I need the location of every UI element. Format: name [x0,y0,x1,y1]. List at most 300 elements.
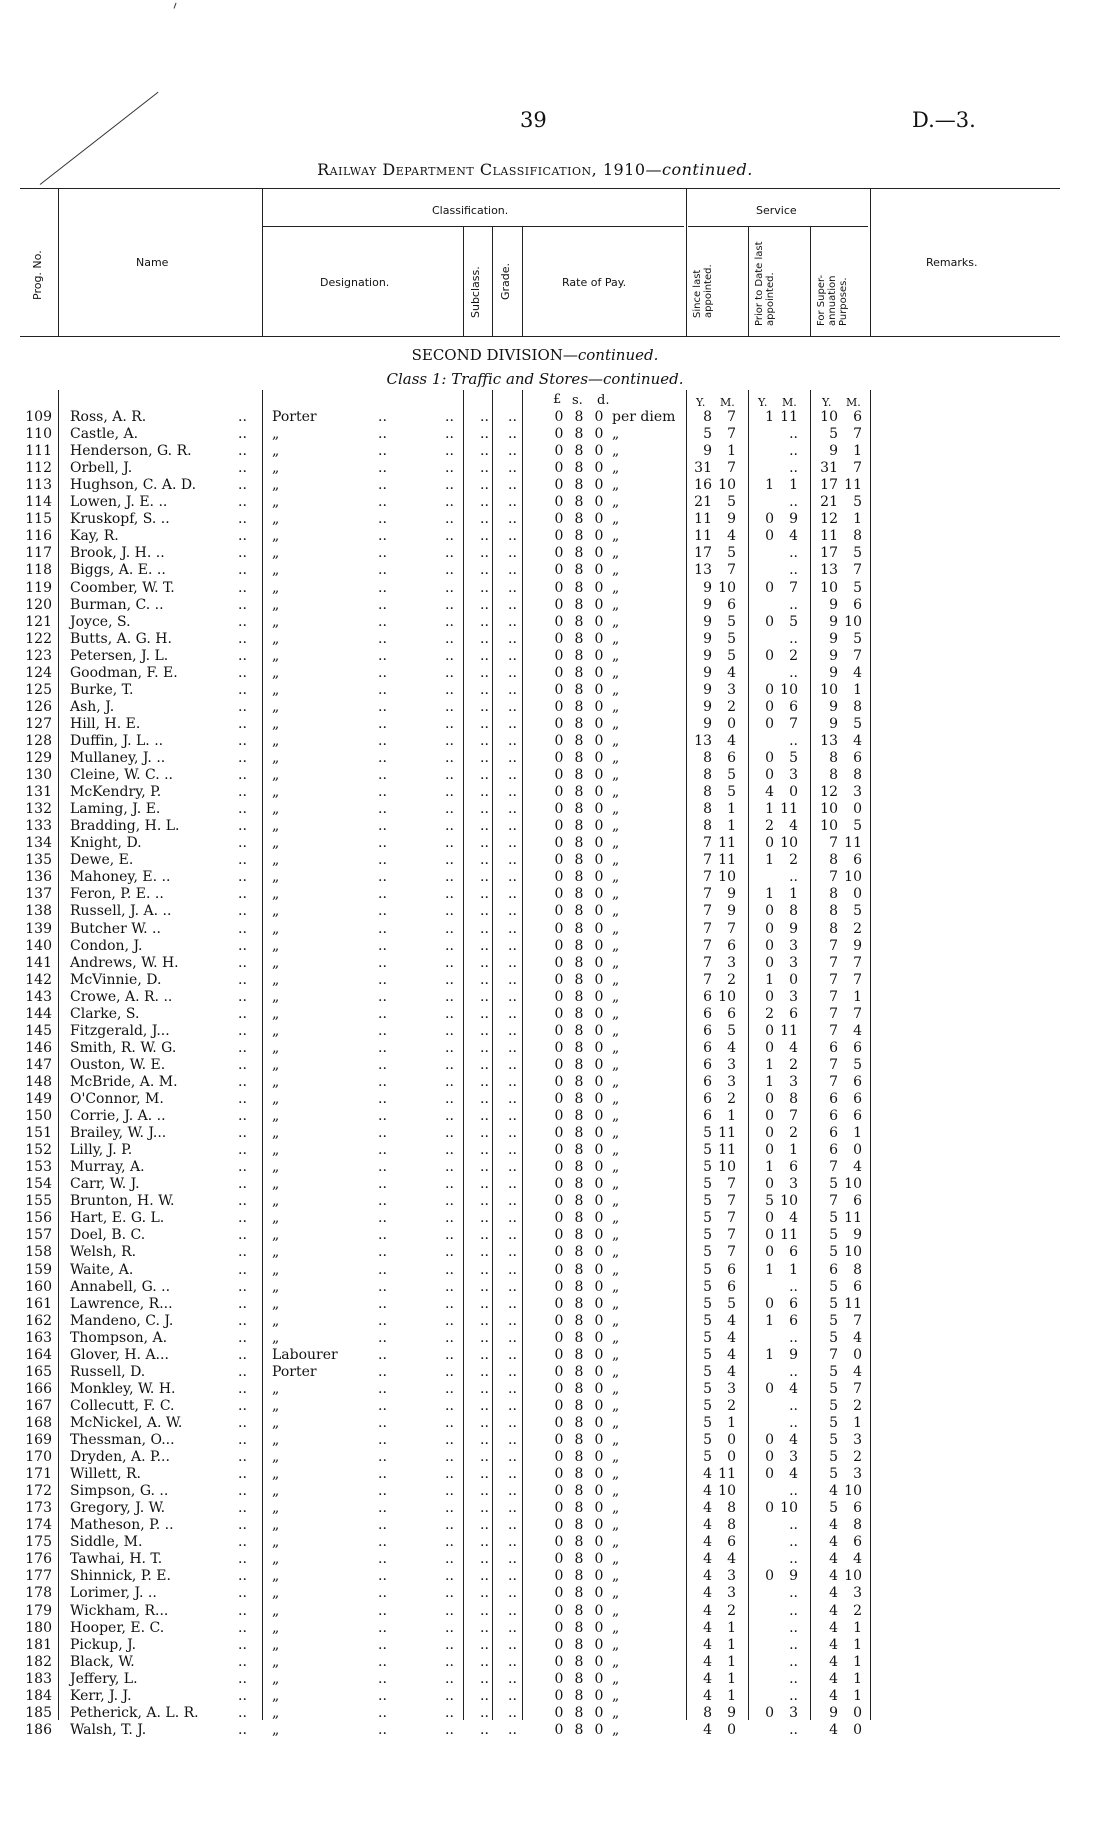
since-months: 2 [727,1091,736,1107]
subclass-dots: .. [445,1670,454,1687]
prior-months: 1 [789,1142,798,1159]
super-months: 1 [853,1414,862,1431]
since-months: 5 [727,545,736,562]
pay-shillings: 8 [574,1449,584,1466]
designation: „ [272,681,280,698]
table-row [0,631,1114,648]
subclass-dots: .. [445,1380,454,1397]
super-years: 5 [829,1449,838,1466]
pay-period: „ [612,477,620,494]
since-months: 11 [718,835,736,852]
pay-pounds: 0 [554,818,564,835]
super-years: 7 [829,954,838,971]
grade-dots: .. [480,1142,489,1159]
super-months: 7 [853,647,862,664]
leader-dots: .. [378,1091,387,1107]
since-months: 4 [727,1346,736,1363]
since-months: 1 [727,1636,736,1653]
since-months: 4 [727,1312,736,1329]
designation: „ [272,460,280,477]
pay-shillings: 8 [574,1142,584,1159]
prior-months: 5 [789,613,798,630]
prior-months: 7 [789,715,798,732]
prog-no: 113 [25,477,52,494]
super-years: 11 [820,528,838,545]
grade-dots: .. [480,1704,489,1721]
prior-months: .. [789,1585,798,1602]
leader-dots: .. [378,664,387,681]
prior-months: 1 [789,477,798,494]
header-divider [686,188,687,336]
leader-dots: .. [238,477,247,494]
leader-dots: .. [378,1142,387,1159]
table-row [0,1313,1114,1330]
since-months: 5 [727,1295,736,1312]
subclass-dots: .. [445,1500,454,1517]
leader-dots: .. [238,647,247,664]
since-months: 5 [727,613,736,630]
since-years: 8 [703,801,712,818]
unit-years-super: Y. [822,396,832,409]
leader-dots: .. [378,1261,387,1278]
header-for-super [816,236,849,326]
pay-pounds: 0 [554,1466,564,1483]
leader-dots: .. [238,1551,247,1568]
grade-dots: .. [480,1159,489,1176]
prog-no: 177 [25,1568,52,1585]
since-years: 6 [703,1022,712,1039]
since-years: 6 [703,1005,712,1022]
prog-no: 160 [25,1278,52,1295]
pay-period: „ [612,715,620,732]
pay-pence: 0 [594,1142,604,1159]
leader-dots: .. [378,1176,387,1193]
since-years: 5 [703,1125,712,1142]
grade-dots: .. [480,630,489,647]
super-months: 5 [853,903,862,920]
prior-years: 1 [765,1073,774,1090]
designation: „ [272,732,280,749]
grade-dots: .. [480,1295,489,1312]
pay-shillings: 8 [574,1039,584,1056]
pay-period: „ [612,1005,620,1022]
division-title [0,346,1070,364]
grade-dots: .. [508,1602,517,1619]
prior-months: .. [789,732,798,749]
since-years: 4 [703,1721,712,1738]
super-years: 12 [820,511,838,528]
subclass-dots: .. [445,1397,454,1414]
leader-dots: .. [238,1193,247,1210]
pay-pence: 0 [594,715,604,732]
grade-dots: .. [508,954,517,971]
pay-pounds: 0 [554,1142,564,1159]
since-months: 7 [727,1176,736,1193]
prior-months: 8 [789,903,798,920]
pay-pence: 0 [594,1687,604,1704]
since-years: 17 [694,545,712,562]
designation: Labourer [272,1346,338,1363]
since-months: 4 [727,528,736,545]
super-years: 5 [829,1176,838,1193]
prior-months: .. [789,1551,798,1568]
pay-pounds: 0 [554,1056,564,1073]
pay-period: „ [612,903,620,920]
pay-shillings: 8 [574,1653,584,1670]
grade-dots: .. [480,426,489,443]
subclass-dots: .. [445,801,454,818]
grade-dots: .. [480,818,489,835]
super-years: 4 [829,1619,838,1636]
prog-no: 136 [25,869,52,886]
designation: „ [272,613,280,630]
name: Russell, D. [70,1363,146,1380]
pay-pounds: 0 [554,630,564,647]
super-months: 10 [844,1568,862,1585]
leader-dots: .. [378,1414,387,1431]
leader-dots: .. [238,1022,247,1039]
prog-no: 153 [25,1159,52,1176]
header-divider [492,226,493,336]
designation: „ [272,1653,280,1670]
leader-dots: .. [238,1704,247,1721]
name: Murray, A. [70,1159,145,1176]
table-row [0,1006,1114,1023]
super-months: 10 [844,1244,862,1261]
pay-pence: 0 [594,1721,604,1738]
super-years: 5 [829,426,838,443]
designation: „ [272,750,280,766]
table-row [0,1585,1114,1602]
prior-years: 0 [765,715,774,732]
pay-pence: 0 [594,1636,604,1653]
subclass-dots: .. [445,835,454,852]
name: Pickup, J. [70,1636,137,1653]
grade-dots: .. [508,1244,517,1261]
division-title-text: SECOND DIVISION— [411,346,578,364]
subclass-dots: .. [445,1210,454,1227]
pay-pence: 0 [594,1551,604,1568]
grade-dots: .. [480,1653,489,1670]
header-since-last-text: Since last appointed. [692,264,714,318]
pay-shillings: 8 [574,596,584,613]
since-months: 4 [727,1363,736,1380]
prog-no: 169 [25,1432,52,1448]
leader-dots: .. [238,1380,247,1397]
pay-period: „ [612,1346,620,1363]
pay-period: „ [612,1363,620,1380]
prior-years: 0 [765,1176,774,1193]
subclass-dots: .. [445,1721,454,1738]
super-months: 1 [853,1687,862,1704]
super-months: 10 [844,869,862,886]
designation: „ [272,1414,280,1431]
pay-period: „ [612,613,620,630]
pay-shillings: 8 [574,1261,584,1278]
grade-dots: .. [480,1432,489,1448]
super-years: 5 [829,1329,838,1346]
pay-pence: 0 [594,545,604,562]
since-months: 1 [727,801,736,818]
super-months: 6 [853,1534,862,1551]
super-years: 21 [820,494,838,511]
super-months: 8 [853,698,862,715]
prog-no: 133 [25,818,52,835]
prog-no: 139 [25,920,52,937]
pay-pounds: 0 [554,1432,564,1448]
since-months: 4 [727,1551,736,1568]
pay-shillings: 8 [574,1483,584,1500]
grade-dots: .. [508,1568,517,1585]
super-years: 4 [829,1517,838,1534]
designation: „ [272,698,280,715]
leader-dots: .. [238,903,247,920]
leader-dots: .. [378,647,387,664]
pay-pence: 0 [594,647,604,664]
grade-dots: .. [480,1534,489,1551]
name: Carr, W. J. [70,1176,140,1193]
pay-shillings: 8 [574,1073,584,1090]
grade-dots: .. [508,443,517,460]
subclass-dots: .. [445,1585,454,1602]
name: Tawhai, H. T. [70,1551,163,1568]
pay-shillings: 8 [574,1432,584,1448]
super-years: 6 [829,1039,838,1056]
since-months: 1 [727,1108,736,1125]
since-years: 4 [703,1517,712,1534]
pay-shillings: 8 [574,681,584,698]
header-rate-of-pay: Rate of Pay. [562,276,627,289]
pay-pence: 0 [594,1466,604,1483]
pay-shillings: 8 [574,784,584,801]
pay-pence: 0 [594,698,604,715]
super-years: 7 [829,1073,838,1090]
header-remarks: Remarks. [926,256,978,269]
prior-years: 0 [765,647,774,664]
leader-dots: .. [378,1039,387,1056]
grade-dots: .. [480,460,489,477]
super-years: 9 [829,596,838,613]
pay-pence: 0 [594,1585,604,1602]
leader-dots: .. [378,1568,387,1585]
super-years: 7 [829,1005,838,1022]
grade-dots: .. [480,494,489,511]
super-months: 4 [853,664,862,681]
pay-pence: 0 [594,954,604,971]
pay-shillings: 8 [574,1329,584,1346]
grade-dots: .. [508,1142,517,1159]
prog-no: 134 [25,835,52,852]
leader-dots: .. [238,1346,247,1363]
name: Matheson, P. .. [70,1517,174,1534]
pay-period: „ [612,1397,620,1414]
pay-shillings: 8 [574,1244,584,1261]
since-months: 1 [727,1670,736,1687]
pay-pounds: 0 [554,1108,564,1125]
pay-shillings: 8 [574,1193,584,1210]
name: Burke, T. [70,681,134,698]
super-months: 0 [853,801,862,818]
pay-pence: 0 [594,1278,604,1295]
grade-dots: .. [508,1483,517,1500]
pay-pounds: 0 [554,545,564,562]
super-months: 6 [853,1039,862,1056]
super-years: 5 [829,1397,838,1414]
table-row [0,955,1114,972]
subclass-dots: .. [445,1091,454,1107]
super-years: 5 [829,1466,838,1483]
name: Hart, E. G. L. [70,1210,165,1227]
prior-months: 4 [789,1039,798,1056]
subclass-dots: .. [445,1039,454,1056]
designation: „ [272,1585,280,1602]
since-years: 21 [694,494,712,511]
prior-months: .. [789,1534,798,1551]
prior-months: .. [789,596,798,613]
header-divider [522,226,523,336]
pay-pounds: 0 [554,732,564,749]
pay-pounds: 0 [554,460,564,477]
pay-pounds: 0 [554,1227,564,1244]
leader-dots: .. [378,1721,387,1738]
leader-dots: .. [238,545,247,562]
since-years: 4 [703,1670,712,1687]
name: Corrie, J. A. .. [70,1108,166,1125]
prior-months: 7 [789,579,798,596]
designation: „ [272,1670,280,1687]
grade-dots: .. [508,784,517,801]
leader-dots: .. [378,1244,387,1261]
name: Russell, J. A. .. [70,903,172,920]
pay-shillings: 8 [574,954,584,971]
table-row [0,818,1114,835]
designation: „ [272,920,280,937]
name: Thompson, A. [70,1329,168,1346]
subclass-dots: .. [445,1636,454,1653]
pay-shillings: 8 [574,647,584,664]
super-months: 6 [853,1500,862,1517]
pay-period: „ [612,852,620,869]
pay-pence: 0 [594,920,604,937]
super-months: 6 [853,409,862,425]
since-years: 7 [703,920,712,937]
unit-years-since: Y. [696,396,706,409]
grade-dots: .. [480,562,489,579]
designation: „ [272,1005,280,1022]
designation: „ [272,1073,280,1090]
prog-no: 182 [25,1653,52,1670]
subclass-dots: .. [445,1568,454,1585]
grade-dots: .. [480,1039,489,1056]
pay-pounds: 0 [554,1295,564,1312]
designation: „ [272,1329,280,1346]
grade-dots: .. [480,1551,489,1568]
grade-dots: .. [508,426,517,443]
grade-dots: .. [508,852,517,869]
designation: „ [272,1039,280,1056]
designation: „ [272,1704,280,1721]
table-row [0,1500,1114,1517]
super-years: 4 [829,1534,838,1551]
pay-shillings: 8 [574,732,584,749]
since-months: 3 [727,1073,736,1090]
subclass-dots: .. [445,562,454,579]
prog-no: 123 [25,647,52,664]
subclass-dots: .. [445,767,454,784]
prior-months: 5 [789,750,798,766]
designation: „ [272,1432,280,1448]
subclass-dots: .. [445,869,454,886]
pay-shillings: 8 [574,1551,584,1568]
prior-months: 1 [789,1261,798,1278]
name: Simpson, G. .. [70,1483,169,1500]
pay-pence: 0 [594,1670,604,1687]
grade-dots: .. [508,1005,517,1022]
leader-dots: .. [238,664,247,681]
grade-dots: .. [508,528,517,545]
leader-dots: .. [378,903,387,920]
prior-months: 11 [780,1227,798,1244]
prior-months: 6 [789,1005,798,1022]
name: Kay, R. [70,528,119,545]
pay-pence: 0 [594,1005,604,1022]
prior-years: 4 [765,784,774,801]
super-months: 2 [853,920,862,937]
pay-pence: 0 [594,988,604,1005]
since-years: 5 [703,1261,712,1278]
leader-dots: .. [238,1329,247,1346]
table-row [0,886,1114,903]
pay-period: „ [612,664,620,681]
subclass-dots: .. [445,937,454,954]
since-years: 16 [694,477,712,494]
grade-dots: .. [508,920,517,937]
since-months: 10 [718,1159,736,1176]
since-months: 10 [718,579,736,596]
prior-months: .. [789,1653,798,1670]
subclass-dots: .. [445,1432,454,1448]
leader-dots: .. [378,920,387,937]
grade-dots: .. [508,1414,517,1431]
super-months: 6 [853,852,862,869]
table-row [0,801,1114,818]
prior-months: .. [789,664,798,681]
pay-pence: 0 [594,1619,604,1636]
since-years: 6 [703,988,712,1005]
table-row [0,511,1114,528]
leader-dots: .. [378,1380,387,1397]
grade-dots: .. [480,1721,489,1738]
leader-dots: .. [238,1244,247,1261]
prog-no: 172 [25,1483,52,1500]
leader-dots: .. [378,477,387,494]
leader-dots: .. [238,937,247,954]
pay-shillings: 8 [574,1227,584,1244]
name: Butts, A. G. H. [70,630,172,647]
grade-dots: .. [508,937,517,954]
grade-dots: .. [508,1380,517,1397]
grade-dots: .. [480,954,489,971]
grade-dots: .. [480,1414,489,1431]
name: Waite, A. [70,1261,134,1278]
since-years: 5 [703,1244,712,1261]
since-months: 4 [727,664,736,681]
prog-no: 140 [25,937,52,954]
since-months: 5 [727,647,736,664]
since-years: 5 [703,1449,712,1466]
grade-dots: .. [480,545,489,562]
since-years: 4 [703,1636,712,1653]
